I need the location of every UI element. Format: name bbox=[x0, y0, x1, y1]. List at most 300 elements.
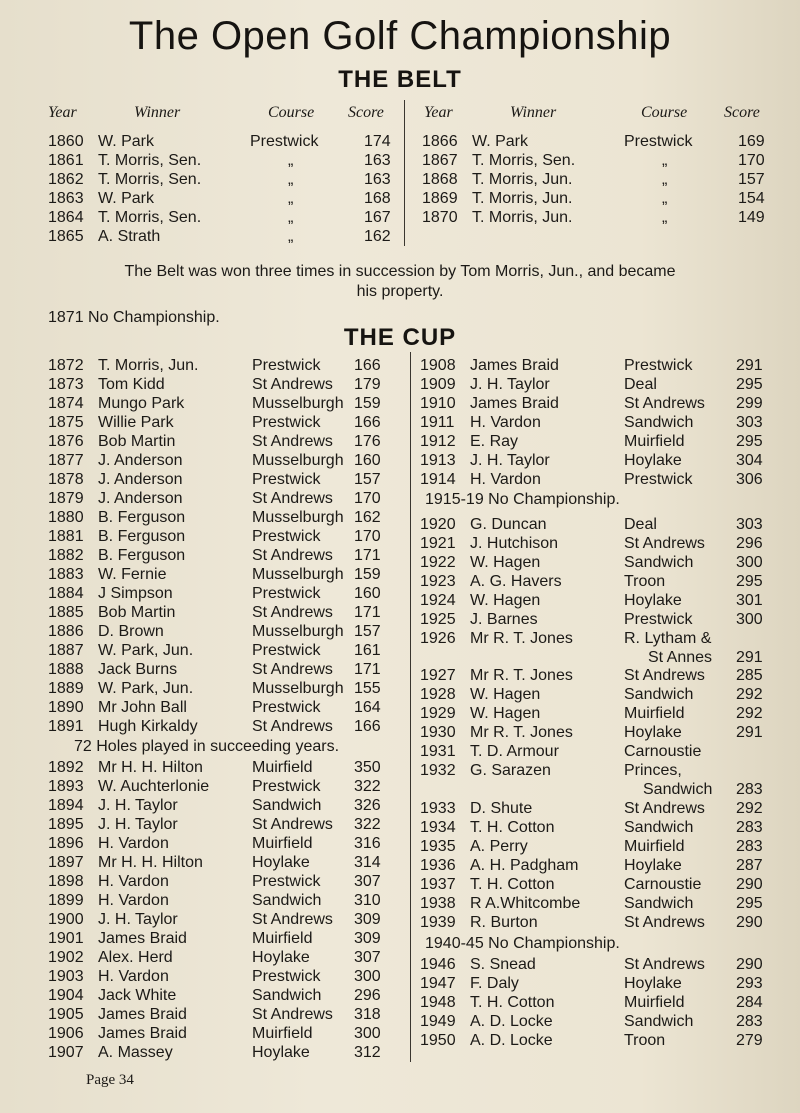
winner-cell: A. D. Locke bbox=[470, 1013, 553, 1030]
score-cell: 284 bbox=[736, 994, 763, 1011]
table-row bbox=[420, 837, 770, 856]
table-row bbox=[420, 913, 770, 932]
cup-right-table-1927-1932 bbox=[420, 666, 770, 780]
course-cell: Prestwick bbox=[252, 778, 321, 795]
belt-note-line2: his property. bbox=[356, 283, 444, 300]
table-row bbox=[48, 489, 400, 508]
course-cell: St Andrews bbox=[624, 395, 705, 412]
score-cell: 322 bbox=[354, 778, 381, 795]
course-cell: Muirfield bbox=[252, 1025, 313, 1042]
table-row bbox=[420, 356, 770, 375]
year-cell: 1887 bbox=[48, 642, 84, 659]
score-cell: 170 bbox=[354, 490, 381, 507]
winner-cell: W. Fernie bbox=[98, 566, 167, 583]
winner-cell: W. Park bbox=[98, 190, 155, 207]
winner-cell: B. Ferguson bbox=[98, 528, 186, 545]
year-cell: 1880 bbox=[48, 509, 84, 526]
year-cell: 1906 bbox=[48, 1025, 84, 1042]
score-cell: 292 bbox=[736, 686, 763, 703]
course-1926-line2: St Annes bbox=[648, 649, 713, 666]
score-cell: 157 bbox=[738, 171, 765, 188]
score-cell: 295 bbox=[736, 433, 763, 450]
course-cell: Prestwick bbox=[252, 471, 321, 488]
table-row bbox=[48, 929, 400, 948]
winner-cell: W. Hagen bbox=[470, 705, 541, 722]
year-cell: 1882 bbox=[48, 547, 84, 564]
course-cell: Prestwick bbox=[252, 414, 321, 431]
cup-right-table-1933-1939 bbox=[420, 799, 770, 932]
cup-left-table-1872-1891 bbox=[48, 356, 400, 736]
course-cell: „ bbox=[662, 152, 668, 169]
year-cell: 1926 bbox=[420, 630, 456, 647]
year-cell: 1872 bbox=[48, 357, 84, 374]
belt-header-score: Score bbox=[348, 104, 384, 121]
year-cell: 1920 bbox=[420, 516, 456, 533]
table-row bbox=[48, 872, 400, 891]
table-row bbox=[420, 993, 770, 1012]
course-cell: Hoylake bbox=[624, 857, 682, 874]
winner-cell: W. Park bbox=[472, 133, 529, 150]
course-cell: Hoylake bbox=[624, 452, 682, 469]
course-cell: Prestwick bbox=[252, 528, 321, 545]
score-cell: 171 bbox=[354, 661, 381, 678]
year-cell: 1948 bbox=[420, 994, 456, 1011]
course-cell: Prestwick bbox=[624, 357, 693, 374]
winner-cell: W. Auchterlonie bbox=[98, 778, 210, 795]
year-cell: 1900 bbox=[48, 911, 84, 928]
year-cell: 1885 bbox=[48, 604, 84, 621]
year-cell: 1913 bbox=[420, 452, 456, 469]
holes-note: 72 Holes played in succeeding years. bbox=[74, 738, 340, 755]
course-cell: St Andrews bbox=[252, 718, 333, 735]
winner-cell: J Simpson bbox=[98, 585, 173, 602]
year-cell: 1888 bbox=[48, 661, 84, 678]
course-cell: St Andrews bbox=[252, 490, 333, 507]
score-cell: 300 bbox=[736, 554, 763, 571]
score-cell: 290 bbox=[736, 914, 763, 931]
score-cell: 296 bbox=[736, 535, 763, 552]
table-row bbox=[48, 375, 400, 394]
year-cell: 1868 bbox=[422, 171, 458, 188]
winner-cell: J. Barnes bbox=[470, 611, 538, 628]
year-cell: 1933 bbox=[420, 800, 456, 817]
year-cell: 1864 bbox=[48, 209, 84, 226]
table-row bbox=[48, 1043, 400, 1062]
course-cell: Sandwich bbox=[624, 554, 694, 571]
table-row bbox=[48, 641, 400, 660]
table-row bbox=[48, 986, 400, 1005]
year-cell: 1949 bbox=[420, 1013, 456, 1030]
table-row bbox=[420, 451, 770, 470]
course-cell: Hoylake bbox=[624, 724, 682, 741]
year-cell: 1861 bbox=[48, 152, 84, 169]
winner-cell: Bob Martin bbox=[98, 433, 176, 450]
score-cell: 176 bbox=[354, 433, 381, 450]
winner-cell: T. Morris, Sen. bbox=[472, 152, 576, 169]
year-cell: 1892 bbox=[48, 759, 84, 776]
table-row bbox=[48, 584, 400, 603]
winner-cell: H. Vardon bbox=[98, 873, 169, 890]
year-cell: 1931 bbox=[420, 743, 456, 760]
cup-divider bbox=[410, 352, 411, 1062]
score-cell: 295 bbox=[736, 376, 763, 393]
course-cell: Troon bbox=[624, 573, 666, 590]
score-cell: 160 bbox=[354, 452, 381, 469]
year-cell: 1928 bbox=[420, 686, 456, 703]
course-cell: „ bbox=[288, 209, 294, 226]
year-cell: 1897 bbox=[48, 854, 84, 871]
course-cell: Sandwich bbox=[624, 819, 694, 836]
score-cell: 157 bbox=[354, 623, 381, 640]
table-row bbox=[48, 717, 400, 736]
score-cell: 170 bbox=[354, 528, 381, 545]
winner-cell: Tom Kidd bbox=[98, 376, 165, 393]
year-cell: 1896 bbox=[48, 835, 84, 852]
table-row bbox=[48, 660, 400, 679]
year-cell: 1922 bbox=[420, 554, 456, 571]
year-cell: 1879 bbox=[48, 490, 84, 507]
year-cell: 1927 bbox=[420, 667, 456, 684]
belt-header-course: Course bbox=[268, 104, 315, 121]
year-cell: 1923 bbox=[420, 573, 456, 590]
year-cell: 1862 bbox=[48, 171, 84, 188]
table-row bbox=[48, 527, 400, 546]
cup-right-table-1920-1926 bbox=[420, 515, 770, 648]
table-row bbox=[48, 834, 400, 853]
year-cell: 1894 bbox=[48, 797, 84, 814]
year-cell: 1902 bbox=[48, 949, 84, 966]
course-cell: Carnoustie bbox=[624, 876, 702, 893]
winner-cell: A. Perry bbox=[470, 838, 528, 855]
table-row bbox=[420, 974, 770, 993]
table-row bbox=[422, 189, 772, 208]
table-row bbox=[420, 375, 770, 394]
table-row bbox=[420, 818, 770, 837]
winner-cell: W. Hagen bbox=[470, 554, 541, 571]
score-cell: 312 bbox=[354, 1044, 381, 1061]
score-cell: 292 bbox=[736, 800, 763, 817]
course-cell: Sandwich bbox=[624, 895, 694, 912]
score-cell: 163 bbox=[364, 171, 391, 188]
winner-cell: H. Vardon bbox=[98, 892, 169, 909]
winner-cell: A. Strath bbox=[98, 228, 161, 245]
belt-divider bbox=[404, 100, 405, 246]
score-cell: 293 bbox=[736, 975, 763, 992]
score-cell: 307 bbox=[354, 949, 381, 966]
table-row bbox=[420, 553, 770, 572]
table-row bbox=[48, 967, 400, 986]
course-cell: St Andrews bbox=[624, 535, 705, 552]
year-cell: 1875 bbox=[48, 414, 84, 431]
year-cell: 1899 bbox=[48, 892, 84, 909]
winner-cell: Mr John Ball bbox=[98, 699, 187, 716]
table-row bbox=[48, 132, 398, 151]
score-cell: 296 bbox=[354, 987, 381, 1004]
course-cell: Prestwick bbox=[624, 133, 693, 150]
score-cell: 159 bbox=[354, 566, 381, 583]
year-cell: 1881 bbox=[48, 528, 84, 545]
winner-cell: J. H. Taylor bbox=[470, 376, 550, 393]
table-row bbox=[420, 666, 770, 685]
table-row bbox=[48, 413, 400, 432]
score-cell: 287 bbox=[736, 857, 763, 874]
course-cell: Sandwich bbox=[252, 892, 322, 909]
winner-cell: W. Hagen bbox=[470, 686, 541, 703]
score-cell: 170 bbox=[738, 152, 765, 169]
course-cell: Prestwick bbox=[252, 357, 321, 374]
table-row bbox=[48, 796, 400, 815]
score-cell: 300 bbox=[736, 611, 763, 628]
year-cell: 1895 bbox=[48, 816, 84, 833]
winner-cell: B. Ferguson bbox=[98, 509, 186, 526]
table-row bbox=[48, 565, 400, 584]
year-cell: 1921 bbox=[420, 535, 456, 552]
course-cell: St Andrews bbox=[624, 800, 705, 817]
course-cell: Prestwick bbox=[252, 699, 321, 716]
winner-cell: W. Park bbox=[98, 133, 155, 150]
score-cell: 160 bbox=[354, 585, 381, 602]
cup-heading: THE CUP bbox=[343, 324, 457, 351]
winner-cell: T. Morris, Jun. bbox=[472, 209, 573, 226]
year-cell: 1877 bbox=[48, 452, 84, 469]
score-1932: 283 bbox=[736, 781, 763, 798]
winner-cell: A. Massey bbox=[98, 1044, 173, 1061]
no-championship-1915: 1915-19 No Championship. bbox=[425, 491, 620, 508]
score-cell: 159 bbox=[354, 395, 381, 412]
year-cell: 1929 bbox=[420, 705, 456, 722]
score-cell: 326 bbox=[354, 797, 381, 814]
winner-cell: G. Duncan bbox=[470, 516, 547, 533]
course-cell: St Andrews bbox=[252, 1006, 333, 1023]
year-cell: 1909 bbox=[420, 376, 456, 393]
table-row bbox=[48, 508, 400, 527]
winner-cell: T. Morris, Jun. bbox=[472, 171, 573, 188]
course-cell: St Andrews bbox=[252, 911, 333, 928]
year-cell: 1873 bbox=[48, 376, 84, 393]
course-cell: Prestwick bbox=[252, 968, 321, 985]
score-cell: 303 bbox=[736, 516, 763, 533]
year-cell: 1937 bbox=[420, 876, 456, 893]
cup-right-table-1946-1950 bbox=[420, 955, 770, 1050]
winner-cell: Hugh Kirkaldy bbox=[98, 718, 198, 735]
score-cell: 301 bbox=[736, 592, 763, 609]
winner-cell: James Braid bbox=[98, 930, 187, 947]
year-cell: 1924 bbox=[420, 592, 456, 609]
course-cell: „ bbox=[662, 190, 668, 207]
table-row bbox=[48, 891, 400, 910]
winner-cell: T. H. Cotton bbox=[470, 994, 555, 1011]
year-cell: 1925 bbox=[420, 611, 456, 628]
winner-cell: G. Sarazen bbox=[470, 762, 551, 779]
belt-header-winner: Winner bbox=[134, 104, 181, 121]
score-cell: 283 bbox=[736, 819, 763, 836]
score-cell: 291 bbox=[736, 724, 763, 741]
course-cell: „ bbox=[662, 171, 668, 188]
winner-cell: Mr R. T. Jones bbox=[470, 630, 573, 647]
belt-header-year: Year bbox=[48, 104, 77, 121]
course-cell: Hoylake bbox=[252, 949, 310, 966]
table-row bbox=[420, 591, 770, 610]
table-row bbox=[48, 603, 400, 622]
table-row bbox=[420, 470, 770, 489]
course-cell: Sandwich bbox=[624, 1013, 694, 1030]
course-cell: St Andrews bbox=[624, 667, 705, 684]
table-row bbox=[48, 910, 400, 929]
winner-cell: Mungo Park bbox=[98, 395, 185, 412]
year-cell: 1863 bbox=[48, 190, 84, 207]
winner-cell: A. H. Padgham bbox=[470, 857, 579, 874]
score-cell: 290 bbox=[736, 956, 763, 973]
score-cell: 285 bbox=[736, 667, 763, 684]
year-cell: 1910 bbox=[420, 395, 456, 412]
winner-cell: Jack Burns bbox=[98, 661, 178, 678]
winner-cell: J. H. Taylor bbox=[470, 452, 550, 469]
table-row bbox=[48, 432, 400, 451]
score-cell: 174 bbox=[364, 133, 391, 150]
table-row bbox=[48, 948, 400, 967]
year-cell: 1903 bbox=[48, 968, 84, 985]
table-row bbox=[48, 679, 400, 698]
course-cell: Muirfield bbox=[252, 759, 313, 776]
winner-cell: Mr H. H. Hilton bbox=[98, 854, 203, 871]
table-row bbox=[48, 622, 400, 641]
winner-cell: T. Morris, Sen. bbox=[98, 171, 202, 188]
table-row bbox=[420, 856, 770, 875]
winner-cell: H. Vardon bbox=[98, 835, 169, 852]
score-cell: 295 bbox=[736, 895, 763, 912]
score-cell: 149 bbox=[738, 209, 765, 226]
score-cell: 163 bbox=[364, 152, 391, 169]
course-cell: „ bbox=[662, 209, 668, 226]
table-row bbox=[420, 742, 770, 761]
table-row bbox=[48, 777, 400, 796]
table-row bbox=[48, 546, 400, 565]
page-number: Page 34 bbox=[86, 1072, 134, 1088]
course-cell: Musselburgh bbox=[252, 395, 344, 412]
year-cell: 1911 bbox=[420, 414, 455, 431]
winner-cell: T. H. Cotton bbox=[470, 876, 555, 893]
course-cell: Prestwick bbox=[252, 585, 321, 602]
course-cell: Hoylake bbox=[252, 854, 310, 871]
table-row bbox=[422, 170, 772, 189]
course-cell: Sandwich bbox=[252, 797, 322, 814]
course-cell: Muirfield bbox=[252, 835, 313, 852]
winner-cell: James Braid bbox=[470, 357, 559, 374]
score-cell: 168 bbox=[364, 190, 391, 207]
winner-cell: T. Morris, Jun. bbox=[472, 190, 573, 207]
table-row bbox=[48, 189, 398, 208]
score-cell: 292 bbox=[736, 705, 763, 722]
no-championship-1871: 1871 No Championship. bbox=[48, 309, 220, 326]
winner-cell: Mr R. T. Jones bbox=[470, 667, 573, 684]
year-cell: 1876 bbox=[48, 433, 84, 450]
course-cell: Musselburgh bbox=[252, 452, 344, 469]
course-cell: Hoylake bbox=[252, 1044, 310, 1061]
year-cell: 1932 bbox=[420, 762, 456, 779]
table-row bbox=[48, 227, 398, 246]
score-cell: 307 bbox=[354, 873, 381, 890]
score-cell: 318 bbox=[354, 1006, 381, 1023]
table-row bbox=[420, 1031, 770, 1050]
year-cell: 1883 bbox=[48, 566, 84, 583]
year-cell: 1907 bbox=[48, 1044, 84, 1061]
year-cell: 1874 bbox=[48, 395, 84, 412]
course-cell: Princes, bbox=[624, 762, 682, 779]
winner-cell: J. Hutchison bbox=[470, 535, 559, 552]
course-cell: Muirfield bbox=[624, 705, 685, 722]
table-row bbox=[420, 799, 770, 818]
score-cell: 309 bbox=[354, 930, 381, 947]
year-cell: 1866 bbox=[422, 133, 458, 150]
course-cell: Deal bbox=[624, 516, 657, 533]
table-row bbox=[48, 470, 400, 489]
score-cell: 166 bbox=[354, 414, 381, 431]
winner-cell: E. Ray bbox=[470, 433, 519, 450]
score-cell: 283 bbox=[736, 1013, 763, 1030]
course-cell: St Andrews bbox=[252, 547, 333, 564]
score-cell: 304 bbox=[736, 452, 763, 469]
table-row bbox=[48, 451, 400, 470]
winner-cell: James Braid bbox=[470, 395, 559, 412]
score-cell: 291 bbox=[736, 357, 763, 374]
score-cell: 290 bbox=[736, 876, 763, 893]
table-row bbox=[420, 515, 770, 534]
course-cell: Prestwick bbox=[252, 873, 321, 890]
score-cell: 167 bbox=[364, 209, 391, 226]
winner-cell: W. Park, Jun. bbox=[98, 680, 194, 697]
winner-cell: J. H. Taylor bbox=[98, 816, 178, 833]
course-cell: Sandwich bbox=[252, 987, 322, 1004]
winner-cell: F. Daly bbox=[470, 975, 519, 992]
year-cell: 1891 bbox=[48, 718, 84, 735]
winner-cell: W. Park, Jun. bbox=[98, 642, 194, 659]
course-cell: Sandwich bbox=[624, 686, 694, 703]
winner-cell: Jack White bbox=[98, 987, 177, 1004]
belt-right-table bbox=[422, 132, 772, 227]
score-cell: 316 bbox=[354, 835, 381, 852]
score-cell: 161 bbox=[354, 642, 381, 659]
winner-cell: D. Brown bbox=[98, 623, 164, 640]
table-row bbox=[420, 761, 770, 780]
course-cell: Prestwick bbox=[250, 133, 319, 150]
cup-left-table-1892-1907 bbox=[48, 758, 400, 1062]
score-cell: 166 bbox=[354, 357, 381, 374]
course-cell: Deal bbox=[624, 376, 657, 393]
table-row bbox=[420, 955, 770, 974]
score-cell: 350 bbox=[354, 759, 381, 776]
course-cell: Musselburgh bbox=[252, 566, 344, 583]
course-cell: Muirfield bbox=[624, 994, 685, 1011]
year-cell: 1934 bbox=[420, 819, 456, 836]
course-cell: Hoylake bbox=[624, 975, 682, 992]
winner-cell: Bob Martin bbox=[98, 604, 176, 621]
winner-cell: A. G. Havers bbox=[470, 573, 562, 590]
year-cell: 1890 bbox=[48, 699, 84, 716]
belt-header-course-right: Course bbox=[641, 104, 688, 121]
no-championship-1940: 1940-45 No Championship. bbox=[425, 935, 620, 952]
table-row bbox=[422, 151, 772, 170]
belt-heading: THE BELT bbox=[338, 66, 462, 93]
table-row bbox=[420, 610, 770, 629]
year-cell: 1905 bbox=[48, 1006, 84, 1023]
course-cell: Musselburgh bbox=[252, 509, 344, 526]
winner-cell: H. Vardon bbox=[98, 968, 169, 985]
course-cell: Hoylake bbox=[624, 592, 682, 609]
winner-cell: R A.Whitcombe bbox=[470, 895, 581, 912]
score-cell: 283 bbox=[736, 838, 763, 855]
winner-cell: Alex. Herd bbox=[98, 949, 173, 966]
winner-cell: James Braid bbox=[98, 1025, 187, 1042]
